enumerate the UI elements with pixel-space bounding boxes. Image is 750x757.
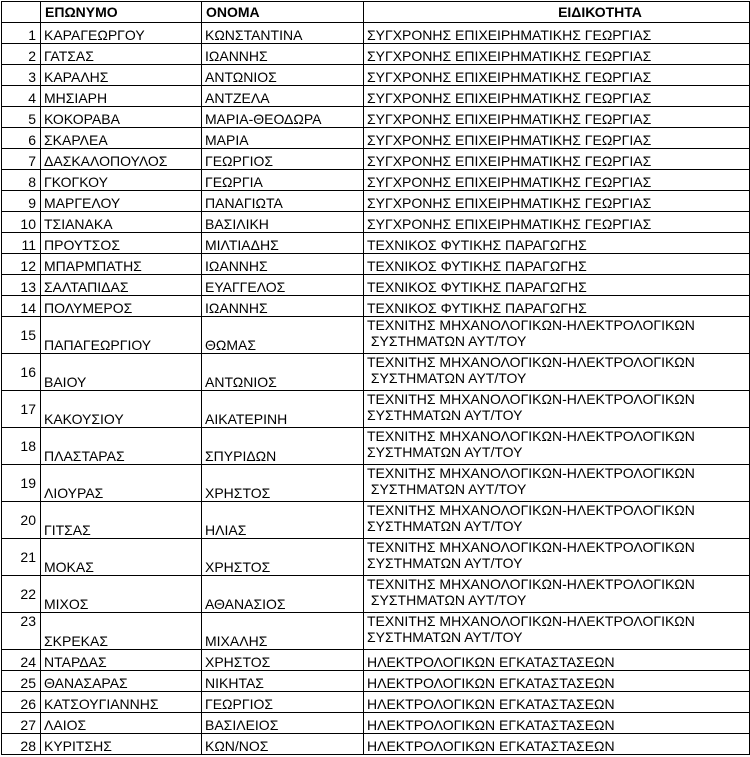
table-row xyxy=(2,734,750,755)
specialty-line: ΤΕΧΝΙΤΗΣ ΜΗΧΑΝΟΛΟΓΙΚΩΝ-ΗΛΕΚΤΡΟΛΟΓΙΚΩΝ xyxy=(367,428,695,444)
row-name: ΙΩΑΝΝΗΣ xyxy=(202,296,364,317)
table-body xyxy=(2,23,750,755)
specialty-line: ΣΥΣΤΗΜΑΤΩΝ ΑΥΤ/ΤΟΥ xyxy=(367,592,527,608)
table-row xyxy=(2,671,750,692)
row-name: ΘΩΜΑΣ xyxy=(202,317,364,354)
row-surname: ΒΑΙΟΥ xyxy=(41,354,202,391)
row-number: 21 xyxy=(2,539,41,576)
specialty-line: ΣΥΣΤΗΜΑΤΩΝ ΑΥΤ/ΤΟΥ xyxy=(367,518,523,534)
table-row xyxy=(2,254,750,275)
row-surname: ΠΡΟΥΤΣΟΣ xyxy=(41,233,202,254)
row-surname: ΚΑΡΑΛΗΣ xyxy=(41,65,202,86)
specialty-line: ΣΥΣΤΗΜΑΤΩΝ ΑΥΤ/ΤΟΥ xyxy=(367,407,523,423)
row-specialty xyxy=(364,391,750,428)
row-name: ΧΡΗΣΤΟΣ xyxy=(202,539,364,576)
row-name: ΑΝΤΖΕΛΑ xyxy=(202,86,364,107)
row-name: ΕΥΑΓΓΕΛΟΣ xyxy=(202,275,364,296)
specialty-line: ΣΥΣΤΗΜΑΤΩΝ ΑΥΤ/ΤΟΥ xyxy=(367,370,527,386)
specialty-line: ΣΥΓΧΡΟΝΗΣ ΕΠΙΧΕΙΡΗΜΑΤΙΚΗΣ ΓΕΩΡΓΙΑΣ xyxy=(367,69,652,85)
specialty-line: ΣΥΓΧΡΟΝΗΣ ΕΠΙΧΕΙΡΗΜΑΤΙΚΗΣ ΓΕΩΡΓΙΑΣ xyxy=(367,153,652,169)
table-row xyxy=(2,65,750,86)
row-number: 13 xyxy=(2,275,41,296)
table-row xyxy=(2,539,750,576)
row-surname: ΔΑΣΚΑΛΟΠΟΥΛΟΣ xyxy=(41,149,202,170)
row-name: ΣΠΥΡΙΔΩΝ xyxy=(202,428,364,465)
specialty-line: ΣΥΓΧΡΟΝΗΣ ΕΠΙΧΕΙΡΗΜΑΤΙΚΗΣ ΓΕΩΡΓΙΑΣ xyxy=(367,27,652,43)
header-specialty: ΕΙΔΙΚΟΤΗΤΑ xyxy=(364,2,750,23)
row-name: ΗΛΙΑΣ xyxy=(202,502,364,539)
row-specialty xyxy=(364,613,750,650)
specialty-line: ΣΥΓΧΡΟΝΗΣ ΕΠΙΧΕΙΡΗΜΑΤΙΚΗΣ ΓΕΩΡΓΙΑΣ xyxy=(367,48,652,64)
row-surname: ΓΚΟΓΚΟΥ xyxy=(41,170,202,191)
row-name: ΓΕΩΡΓΙΑ xyxy=(202,170,364,191)
table-row xyxy=(2,296,750,317)
specialty-line: ΣΥΓΧΡΟΝΗΣ ΕΠΙΧΕΙΡΗΜΑΤΙΚΗΣ ΓΕΩΡΓΙΑΣ xyxy=(367,174,652,190)
specialty-line: ΤΕΧΝΙΚΟΣ ΦΥΤΙΚΗΣ ΠΑΡΑΓΩΓΗΣ xyxy=(367,279,587,295)
row-name: ΑΝΤΩΝΙΟΣ xyxy=(202,354,364,391)
specialty-line: ΣΥΣΤΗΜΑΤΩΝ ΑΥΤ/ΤΟΥ xyxy=(367,555,523,571)
row-specialty xyxy=(364,128,750,149)
row-name: ΧΡΗΣΤΟΣ xyxy=(202,465,364,502)
row-number: 23 xyxy=(2,613,41,650)
row-specialty xyxy=(364,23,750,44)
row-number: 2 xyxy=(2,44,41,65)
row-number: 24 xyxy=(2,650,41,671)
row-specialty xyxy=(364,734,750,755)
table-row xyxy=(2,275,750,296)
row-name: ΑΙΚΑΤΕΡΙΝΗ xyxy=(202,391,364,428)
header-row xyxy=(2,2,750,23)
row-number: 17 xyxy=(2,391,41,428)
specialty-line: ΗΛΕΚΤΡΟΛΟΓΙΚΩΝ ΕΓΚΑΤΑΣΤΑΣΕΩΝ xyxy=(367,717,615,733)
table-row xyxy=(2,23,750,44)
row-specialty xyxy=(364,692,750,713)
specialty-line: ΣΥΓΧΡΟΝΗΣ ΕΠΙΧΕΙΡΗΜΑΤΙΚΗΣ ΓΕΩΡΓΙΑΣ xyxy=(367,132,652,148)
row-specialty xyxy=(364,296,750,317)
row-name: ΑΝΤΩΝΙΟΣ xyxy=(202,65,364,86)
row-specialty xyxy=(364,233,750,254)
row-surname: ΜΠΑΡΜΠΑΤΗΣ xyxy=(41,254,202,275)
specialty-line: ΤΕΧΝΙΚΟΣ ΦΥΤΙΚΗΣ ΠΑΡΑΓΩΓΗΣ xyxy=(367,258,587,274)
specialty-line: ΣΥΓΧΡΟΝΗΣ ΕΠΙΧΕΙΡΗΜΑΤΙΚΗΣ ΓΕΩΡΓΙΑΣ xyxy=(367,216,652,232)
specialty-line: ΤΕΧΝΙΤΗΣ ΜΗΧΑΝΟΛΟΓΙΚΩΝ-ΗΛΕΚΤΡΟΛΟΓΙΚΩΝ xyxy=(367,576,695,592)
specialty-line: ΣΥΣΤΗΜΑΤΩΝ ΑΥΤ/ΤΟΥ xyxy=(367,481,527,497)
row-number: 20 xyxy=(2,502,41,539)
row-name: ΚΩΝ/ΝΟΣ xyxy=(202,734,364,755)
row-specialty xyxy=(364,149,750,170)
row-specialty xyxy=(364,354,750,391)
row-specialty xyxy=(364,576,750,613)
row-surname: ΚΑΚΟΥΣΙΟΥ xyxy=(41,391,202,428)
row-surname: ΝΤΑΡΔΑΣ xyxy=(41,650,202,671)
row-specialty xyxy=(364,65,750,86)
specialty-line: ΤΕΧΝΙΚΟΣ ΦΥΤΙΚΗΣ ΠΑΡΑΓΩΓΗΣ xyxy=(367,300,587,316)
row-number: 16 xyxy=(2,354,41,391)
row-number: 10 xyxy=(2,212,41,233)
table-row xyxy=(2,170,750,191)
row-surname: ΣΚΑΡΛΕΑ xyxy=(41,128,202,149)
students-table xyxy=(1,1,750,755)
row-specialty xyxy=(364,44,750,65)
row-specialty xyxy=(364,502,750,539)
table-row xyxy=(2,576,750,613)
row-surname: ΓΙΤΣΑΣ xyxy=(41,502,202,539)
header-surname: ΕΠΩΝΥΜΟ xyxy=(41,2,202,23)
row-name: ΑΘΑΝΑΣΙΟΣ xyxy=(202,576,364,613)
row-surname: ΛΑΙΟΣ xyxy=(41,713,202,734)
table-row xyxy=(2,191,750,212)
row-surname: ΚΥΡΙΤΣΗΣ xyxy=(41,734,202,755)
row-name: ΙΩΑΝΝΗΣ xyxy=(202,254,364,275)
row-number: 11 xyxy=(2,233,41,254)
specialty-line: ΤΕΧΝΙΤΗΣ ΜΗΧΑΝΟΛΟΓΙΚΩΝ-ΗΛΕΚΤΡΟΛΟΓΙΚΩΝ xyxy=(367,391,695,407)
specialty-line: ΤΕΧΝΙΤΗΣ ΜΗΧΑΝΟΛΟΓΙΚΩΝ-ΗΛΕΚΤΡΟΛΟΓΙΚΩΝ xyxy=(367,317,695,333)
row-specialty xyxy=(364,107,750,128)
specialty-line: ΤΕΧΝΙΤΗΣ ΜΗΧΑΝΟΛΟΓΙΚΩΝ-ΗΛΕΚΤΡΟΛΟΓΙΚΩΝ xyxy=(367,539,695,555)
table-row xyxy=(2,317,750,354)
row-specialty xyxy=(364,428,750,465)
table-row xyxy=(2,233,750,254)
row-number: 25 xyxy=(2,671,41,692)
table-row xyxy=(2,107,750,128)
row-number: 26 xyxy=(2,692,41,713)
row-name: ΜΙΧΑΛΗΣ xyxy=(202,613,364,650)
specialty-line: ΣΥΓΧΡΟΝΗΣ ΕΠΙΧΕΙΡΗΜΑΤΙΚΗΣ ΓΕΩΡΓΙΑΣ xyxy=(367,90,652,106)
specialty-line: ΗΛΕΚΤΡΟΛΟΓΙΚΩΝ ΕΓΚΑΤΑΣΤΑΣΕΩΝ xyxy=(367,675,615,691)
row-number: 6 xyxy=(2,128,41,149)
table-row xyxy=(2,212,750,233)
table-row xyxy=(2,465,750,502)
specialty-line: ΣΥΣΤΗΜΑΤΩΝ ΑΥΤ/ΤΟΥ xyxy=(367,444,523,460)
row-name: ΜΑΡΙΑ-ΘΕΟΔΩΡΑ xyxy=(202,107,364,128)
specialty-line: ΤΕΧΝΙΚΟΣ ΦΥΤΙΚΗΣ ΠΑΡΑΓΩΓΗΣ xyxy=(367,237,587,253)
row-name: ΒΑΣΙΛΙΚΗ xyxy=(202,212,364,233)
row-name: ΜΑΡΙΑ xyxy=(202,128,364,149)
specialty-line: ΤΕΧΝΙΤΗΣ ΜΗΧΑΝΟΛΟΓΙΚΩΝ-ΗΛΕΚΤΡΟΛΟΓΙΚΩΝ xyxy=(367,613,695,629)
row-surname: ΣΑΛΤΑΠΙΔΑΣ xyxy=(41,275,202,296)
row-specialty xyxy=(364,212,750,233)
row-specialty xyxy=(364,170,750,191)
row-name: ΧΡΗΣΤΟΣ xyxy=(202,650,364,671)
table-row xyxy=(2,692,750,713)
row-specialty xyxy=(364,671,750,692)
row-specialty xyxy=(364,713,750,734)
row-number: 3 xyxy=(2,65,41,86)
row-surname: ΜΑΡΓΕΛΟΥ xyxy=(41,191,202,212)
row-surname: ΠΛΑΣΤΑΡΑΣ xyxy=(41,428,202,465)
row-surname: ΓΑΤΣΑΣ xyxy=(41,44,202,65)
row-surname: ΤΣΙΑΝΑΚΑ xyxy=(41,212,202,233)
table-row xyxy=(2,128,750,149)
specialty-line: ΗΛΕΚΤΡΟΛΟΓΙΚΩΝ ΕΓΚΑΤΑΣΤΑΣΕΩΝ xyxy=(367,696,615,712)
row-name: ΒΑΣΙΛΕΙΟΣ xyxy=(202,713,364,734)
row-name: ΝΙΚΗΤΑΣ xyxy=(202,671,364,692)
header-num xyxy=(2,2,41,23)
row-surname: ΠΑΠΑΓΕΩΡΓΙΟΥ xyxy=(41,317,202,354)
row-specialty xyxy=(364,317,750,354)
table-row xyxy=(2,44,750,65)
row-number: 14 xyxy=(2,296,41,317)
table-row xyxy=(2,391,750,428)
row-number: 27 xyxy=(2,713,41,734)
row-name: ΓΕΩΡΓΙΟΣ xyxy=(202,149,364,170)
row-surname: ΚΑΡΑΓΕΩΡΓΟΥ xyxy=(41,23,202,44)
specialty-line: ΗΛΕΚΤΡΟΛΟΓΙΚΩΝ ΕΓΚΑΤΑΣΤΑΣΕΩΝ xyxy=(367,738,615,754)
table-row xyxy=(2,613,750,650)
row-surname: ΜΗΣΙΑΡΗ xyxy=(41,86,202,107)
row-specialty xyxy=(364,650,750,671)
row-number: 5 xyxy=(2,107,41,128)
row-number: 22 xyxy=(2,576,41,613)
specialty-line: ΤΕΧΝΙΤΗΣ ΜΗΧΑΝΟΛΟΓΙΚΩΝ-ΗΛΕΚΤΡΟΛΟΓΙΚΩΝ xyxy=(367,465,695,481)
row-number: 4 xyxy=(2,86,41,107)
row-surname: ΛΙΟΥΡΑΣ xyxy=(41,465,202,502)
row-surname: ΚΟΚΟΡΑΒΑ xyxy=(41,107,202,128)
row-surname: ΜΙΧΟΣ xyxy=(41,576,202,613)
row-number: 8 xyxy=(2,170,41,191)
specialty-line: ΣΥΓΧΡΟΝΗΣ ΕΠΙΧΕΙΡΗΜΑΤΙΚΗΣ ΓΕΩΡΓΙΑΣ xyxy=(367,195,652,211)
specialty-line: ΤΕΧΝΙΤΗΣ ΜΗΧΑΝΟΛΟΓΙΚΩΝ-ΗΛΕΚΤΡΟΛΟΓΙΚΩΝ xyxy=(367,354,695,370)
table-row xyxy=(2,149,750,170)
row-name: ΙΩΑΝΝΗΣ xyxy=(202,44,364,65)
row-surname: ΣΚΡΕΚΑΣ xyxy=(41,613,202,650)
table-row xyxy=(2,86,750,107)
row-specialty xyxy=(364,86,750,107)
header-name: ΟΝΟΜΑ xyxy=(202,2,364,23)
row-number: 12 xyxy=(2,254,41,275)
table-header xyxy=(2,2,750,23)
specialty-line: ΤΕΧΝΙΤΗΣ ΜΗΧΑΝΟΛΟΓΙΚΩΝ-ΗΛΕΚΤΡΟΛΟΓΙΚΩΝ xyxy=(367,502,695,518)
row-number: 18 xyxy=(2,428,41,465)
row-specialty xyxy=(364,254,750,275)
row-surname: ΚΑΤΣΟΥΓΙΑΝΝΗΣ xyxy=(41,692,202,713)
table-row xyxy=(2,354,750,391)
specialty-line: ΣΥΓΧΡΟΝΗΣ ΕΠΙΧΕΙΡΗΜΑΤΙΚΗΣ ΓΕΩΡΓΙΑΣ xyxy=(367,111,652,127)
row-number: 1 xyxy=(2,23,41,44)
table-row xyxy=(2,713,750,734)
row-number: 15 xyxy=(2,317,41,354)
row-name: ΚΩΝΣΤΑΝΤΙΝΑ xyxy=(202,23,364,44)
row-surname: ΠΟΛΥΜΕΡΟΣ xyxy=(41,296,202,317)
row-name: ΠΑΝΑΓΙΩΤΑ xyxy=(202,191,364,212)
table-row xyxy=(2,650,750,671)
row-number: 19 xyxy=(2,465,41,502)
row-specialty xyxy=(364,539,750,576)
row-name: ΓΕΩΡΓΙΟΣ xyxy=(202,692,364,713)
row-surname: ΜΟΚΑΣ xyxy=(41,539,202,576)
row-name: ΜΙΛΤΙΑΔΗΣ xyxy=(202,233,364,254)
row-specialty xyxy=(364,191,750,212)
row-surname: ΘΑΝΑΣΑΡΑΣ xyxy=(41,671,202,692)
specialty-line: ΗΛΕΚΤΡΟΛΟΓΙΚΩΝ ΕΓΚΑΤΑΣΤΑΣΕΩΝ xyxy=(367,654,615,670)
row-number: 28 xyxy=(2,734,41,755)
specialty-line: ΣΥΣΤΗΜΑΤΩΝ ΑΥΤ/ΤΟΥ xyxy=(367,629,523,645)
row-specialty xyxy=(364,465,750,502)
row-number: 9 xyxy=(2,191,41,212)
table-row xyxy=(2,502,750,539)
row-number: 7 xyxy=(2,149,41,170)
specialty-line: ΣΥΣΤΗΜΑΤΩΝ ΑΥΤ/ΤΟΥ xyxy=(367,333,527,349)
table-row xyxy=(2,428,750,465)
row-specialty xyxy=(364,275,750,296)
